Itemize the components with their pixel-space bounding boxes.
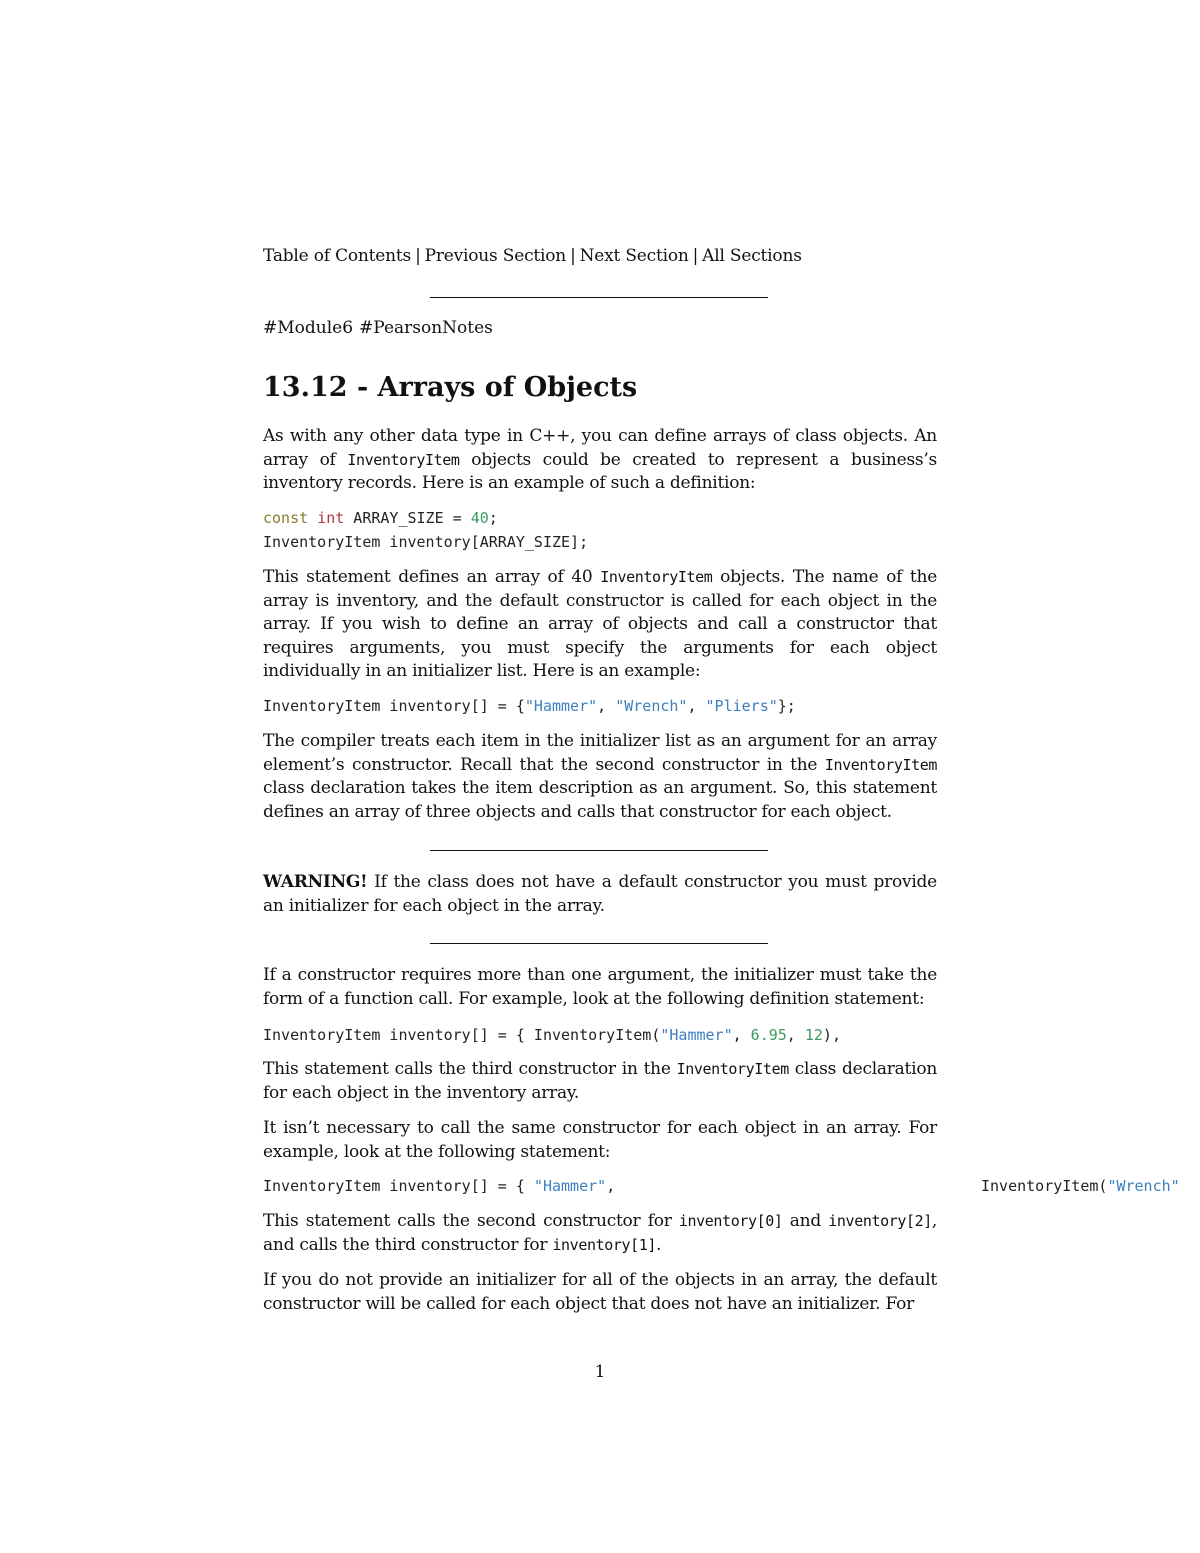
body-text: This statement calls the second constructor for bbox=[263, 1211, 672, 1231]
intro-text: As with any other data type in C++, you can define arrays of class objects. An array of bbox=[263, 426, 937, 470]
inline-code: inventory[1] bbox=[552, 1235, 656, 1254]
code-number: 12 bbox=[804, 1026, 823, 1044]
inline-code: inventory[2] bbox=[828, 1212, 932, 1230]
code-text: , bbox=[786, 1026, 805, 1044]
intro-text: objects could be created to represent a business’s inventory records. Here is an example of such a definition: bbox=[263, 449, 938, 493]
body-text: and bbox=[789, 1211, 821, 1231]
code-text: , bbox=[687, 697, 706, 715]
inline-code: InventoryItem bbox=[347, 450, 460, 469]
inline-code: InventoryItem bbox=[600, 568, 713, 586]
inline-code: inventory[0] bbox=[678, 1212, 783, 1230]
warning-label: WARNING! bbox=[263, 872, 368, 892]
body-text: class declaration for each object in the inventory array. bbox=[263, 1059, 938, 1103]
code-text: ), bbox=[822, 1026, 841, 1044]
nav-separator: | bbox=[692, 246, 699, 266]
nav-separator: | bbox=[415, 246, 421, 266]
code-text: InventoryItem inventory[] = { bbox=[263, 1177, 534, 1195]
nav-link-all-sections[interactable]: All Sections bbox=[702, 246, 802, 266]
body-text: This statement defines an array of 40 bbox=[263, 567, 593, 587]
nav-link-table-of-contents[interactable]: Table of Contents bbox=[263, 246, 412, 266]
paragraph-third-constructor bbox=[263, 1058, 937, 1105]
intro-paragraph bbox=[263, 425, 937, 496]
paragraph-not-necessary: It isn’t necessary to call the same constructor for each object in an array. For example, look at the following statement: bbox=[263, 1118, 937, 1162]
horizontal-rule bbox=[430, 297, 768, 298]
tag-pearson-notes[interactable]: #PearsonNotes bbox=[359, 318, 493, 338]
code-text: }; bbox=[777, 697, 796, 715]
code-number: 6.95 bbox=[750, 1026, 787, 1044]
code-string: "Hammer" bbox=[524, 697, 598, 715]
inline-code: InventoryItem bbox=[676, 1060, 789, 1078]
code-text: InventoryItem inventory[] = { bbox=[263, 697, 525, 715]
tag-list bbox=[263, 318, 493, 338]
code-type: int bbox=[317, 509, 345, 527]
body-text: class declaration takes the item description as an argument. So, this statement defines an array of three objects and calls that constructor for each object. bbox=[263, 778, 937, 822]
code-text: , bbox=[597, 697, 616, 715]
section-title: 13.12 - Arrays of Objects bbox=[263, 372, 638, 403]
code-string: "Wrench" bbox=[1107, 1177, 1180, 1195]
code-block-array-size bbox=[263, 507, 588, 554]
code-keyword: const bbox=[263, 509, 309, 527]
code-text: InventoryItem( bbox=[981, 1177, 1108, 1195]
body-text: The compiler treats each item in the initializer list as an argument for an array element’s constructor. Recall that the second constructor in the bbox=[263, 731, 937, 775]
code-overflow-fragment bbox=[981, 1175, 1180, 1199]
code-block-function-call bbox=[263, 1024, 841, 1048]
horizontal-rule bbox=[430, 943, 768, 944]
body-text: objects. The name of the array is inventory, and the default constructor is called for each object in the array. If you wish to define an array of objects and call a constructor that requires arguments, you must specify the arguments for each object individually in an initializer list. Here is an example: bbox=[263, 567, 938, 681]
code-text: InventoryItem inventory[ARRAY_SIZE]; bbox=[263, 532, 589, 551]
paragraph-default-initializer: If you do not provide an initializer for all of the objects in an array, the default constructor will be called for each object that does not have an initializer. For bbox=[263, 1270, 937, 1314]
code-block-mixed-constructors bbox=[263, 1175, 615, 1199]
code-text: InventoryItem inventory[] = { InventoryItem( bbox=[263, 1026, 661, 1044]
code-number: 40 bbox=[470, 509, 489, 527]
code-text: ARRAY_SIZE = bbox=[344, 509, 471, 527]
inline-code: InventoryItem bbox=[824, 755, 938, 774]
body-text: . bbox=[656, 1234, 662, 1255]
tag-module6[interactable]: #Module6 bbox=[263, 318, 354, 338]
section-nav bbox=[263, 246, 802, 266]
warning-text: If the class does not have a default constructor you must provide an initializer for each object in the array. bbox=[263, 872, 937, 916]
body-text: This statement calls the third constructor in the bbox=[263, 1059, 671, 1079]
horizontal-rule bbox=[430, 850, 768, 851]
paragraph-second-constructor bbox=[263, 1210, 937, 1257]
code-string: "Wrench" bbox=[615, 697, 688, 715]
nav-link-next-section[interactable]: Next Section bbox=[579, 246, 689, 266]
warning-callout bbox=[263, 871, 937, 918]
nav-separator: | bbox=[570, 246, 576, 266]
nav-link-previous-section[interactable]: Previous Section bbox=[424, 246, 567, 266]
body-text: , and calls the third constructor for bbox=[263, 1211, 938, 1255]
paragraph-array-definition bbox=[263, 566, 937, 684]
code-string: "Hammer" bbox=[660, 1026, 733, 1044]
code-text: , bbox=[606, 1177, 616, 1195]
paragraph-compiler-treats bbox=[263, 730, 937, 824]
code-text: ; bbox=[488, 509, 498, 527]
paragraph-function-call-form: If a constructor requires more than one argument, the initializer must take the form of a function call. For example, look at the following definition statement: bbox=[263, 965, 937, 1009]
code-string: "Pliers" bbox=[705, 697, 778, 715]
page-number: 1 bbox=[594, 1362, 606, 1382]
code-string: "Hammer" bbox=[533, 1177, 607, 1195]
code-block-initializer-list bbox=[263, 695, 796, 719]
code-text: , bbox=[732, 1026, 751, 1044]
